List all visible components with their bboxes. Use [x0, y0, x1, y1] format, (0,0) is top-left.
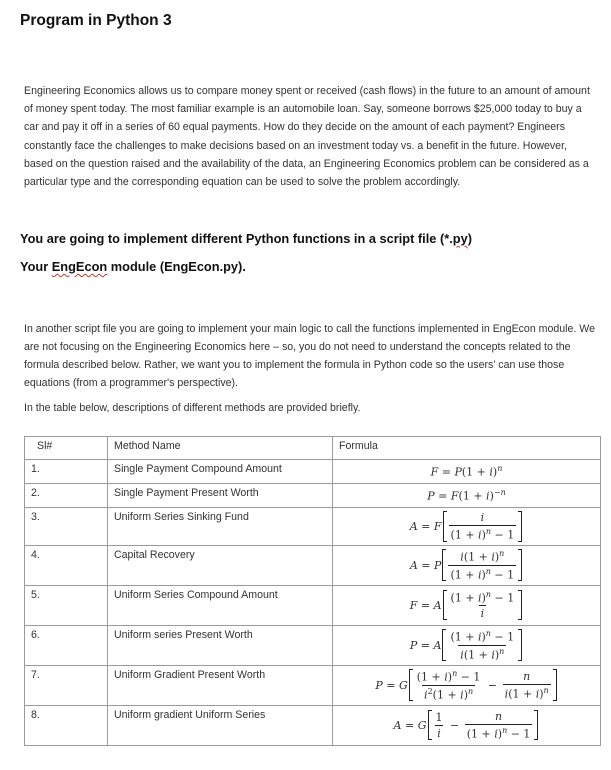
table-header-row [25, 437, 601, 460]
row-number: 8. [25, 705, 108, 745]
formula-series-present-worth: P = A $\frac{(1 + i)^n - 1}{i(1 + i)^n}$ [333, 625, 601, 665]
table-row [25, 484, 601, 508]
row-number: 6. [25, 625, 108, 665]
instruction-heading-script [20, 231, 472, 246]
table-row [25, 705, 601, 745]
table-row [25, 460, 601, 484]
row-number: 3. [25, 508, 108, 546]
heading1-extension: py [452, 231, 468, 246]
method-name: Capital Recovery [108, 545, 333, 585]
page-title: Program in Python 3 [20, 12, 172, 29]
header-formula: Formula [333, 437, 601, 460]
formula-sinking-fund: A = F $\frac{i}{(1 + i)^n - 1}$ [333, 508, 601, 546]
table-row [25, 665, 601, 705]
instruction-heading-module [20, 259, 246, 274]
heading2-module-name: EngEcon [51, 259, 108, 274]
formula-capital-recovery: A = P $\frac{i(1 + i)^n}{(1 + i)^n - 1}$ [333, 545, 601, 585]
row-number: 1. [25, 460, 108, 484]
header-sl: Sl# [25, 437, 108, 460]
header-method: Method Name [108, 437, 333, 460]
heading2-text: Your [20, 259, 52, 274]
method-name: Single Payment Present Worth [108, 484, 333, 508]
method-name: Uniform Series Compound Amount [108, 585, 333, 625]
table-row [25, 585, 601, 625]
row-number: 4. [25, 545, 108, 585]
table-row [25, 625, 601, 665]
formula-gradient-uniform-series: A = G $\frac{1}{i}$ − $\frac{n}{(1 + i)^n - 1}$ [333, 705, 601, 745]
formula-compound-amount: $F = P(1 + i)^n$ [333, 460, 601, 484]
intro-paragraph: Engineering Economics allows us to compare money spent or received (cash flows) in the future to an amount of amount of money spent today. The most familiar example is an automobile loan. Say, someone borrows $25,000 today to buy a car and pay it off in a series of 60 equal payments. How do they decide on the amount of each payment? Engineers constantly face the challenges to make decisions based on an investment today vs. a benefit in the future. However, based on the question raised and the availability of the data, an Engineering Economics problem can be considered as a particular type and the corresponding equation can be used to solve the problem accordingly. [24, 85, 590, 189]
row-number: 2. [25, 484, 108, 508]
table-intro: In the table below, descriptions of different methods are provided briefly. [24, 402, 361, 414]
formula-present-worth: $P = F(1 + i)^{-n}$ [333, 484, 601, 508]
method-name: Uniform gradient Uniform Series [108, 705, 333, 745]
methods-table [24, 436, 601, 746]
table-row [25, 545, 601, 585]
method-name: Uniform series Present Worth [108, 625, 333, 665]
row-number: 7. [25, 665, 108, 705]
table-row [25, 508, 601, 546]
method-name: Uniform Series Sinking Fund [108, 508, 333, 546]
formula-gradient-present-worth: P = G $\frac{(1 + i)^n - 1}{i^2(1 + i)^n}$ − $\frac{n}{i(1 + i)^n}$ [333, 665, 601, 705]
method-name: Uniform Gradient Present Worth [108, 665, 333, 705]
main-logic-paragraph: In another script file you are going to implement your main logic to call the functions implemented in EngEcon module. We are not focusing on the Engineering Economics here – so, you do not need to understand the concepts related to the formula described below. Rather, we want you to implement the formula in Python code so the users' can use those equations (from a programmer's perspective). [24, 323, 595, 389]
heading2-rest: module (EngEcon.py). [107, 259, 246, 274]
formula-series-compound-amount: F = A $\frac{(1 + i)^n - 1}{i}$ [333, 585, 601, 625]
heading1-close: ) [467, 231, 472, 246]
heading1-text: You are going to implement different Python functions in a script file (*. [20, 231, 453, 246]
row-number: 5. [25, 585, 108, 625]
method-name: Single Payment Compound Amount [108, 460, 333, 484]
